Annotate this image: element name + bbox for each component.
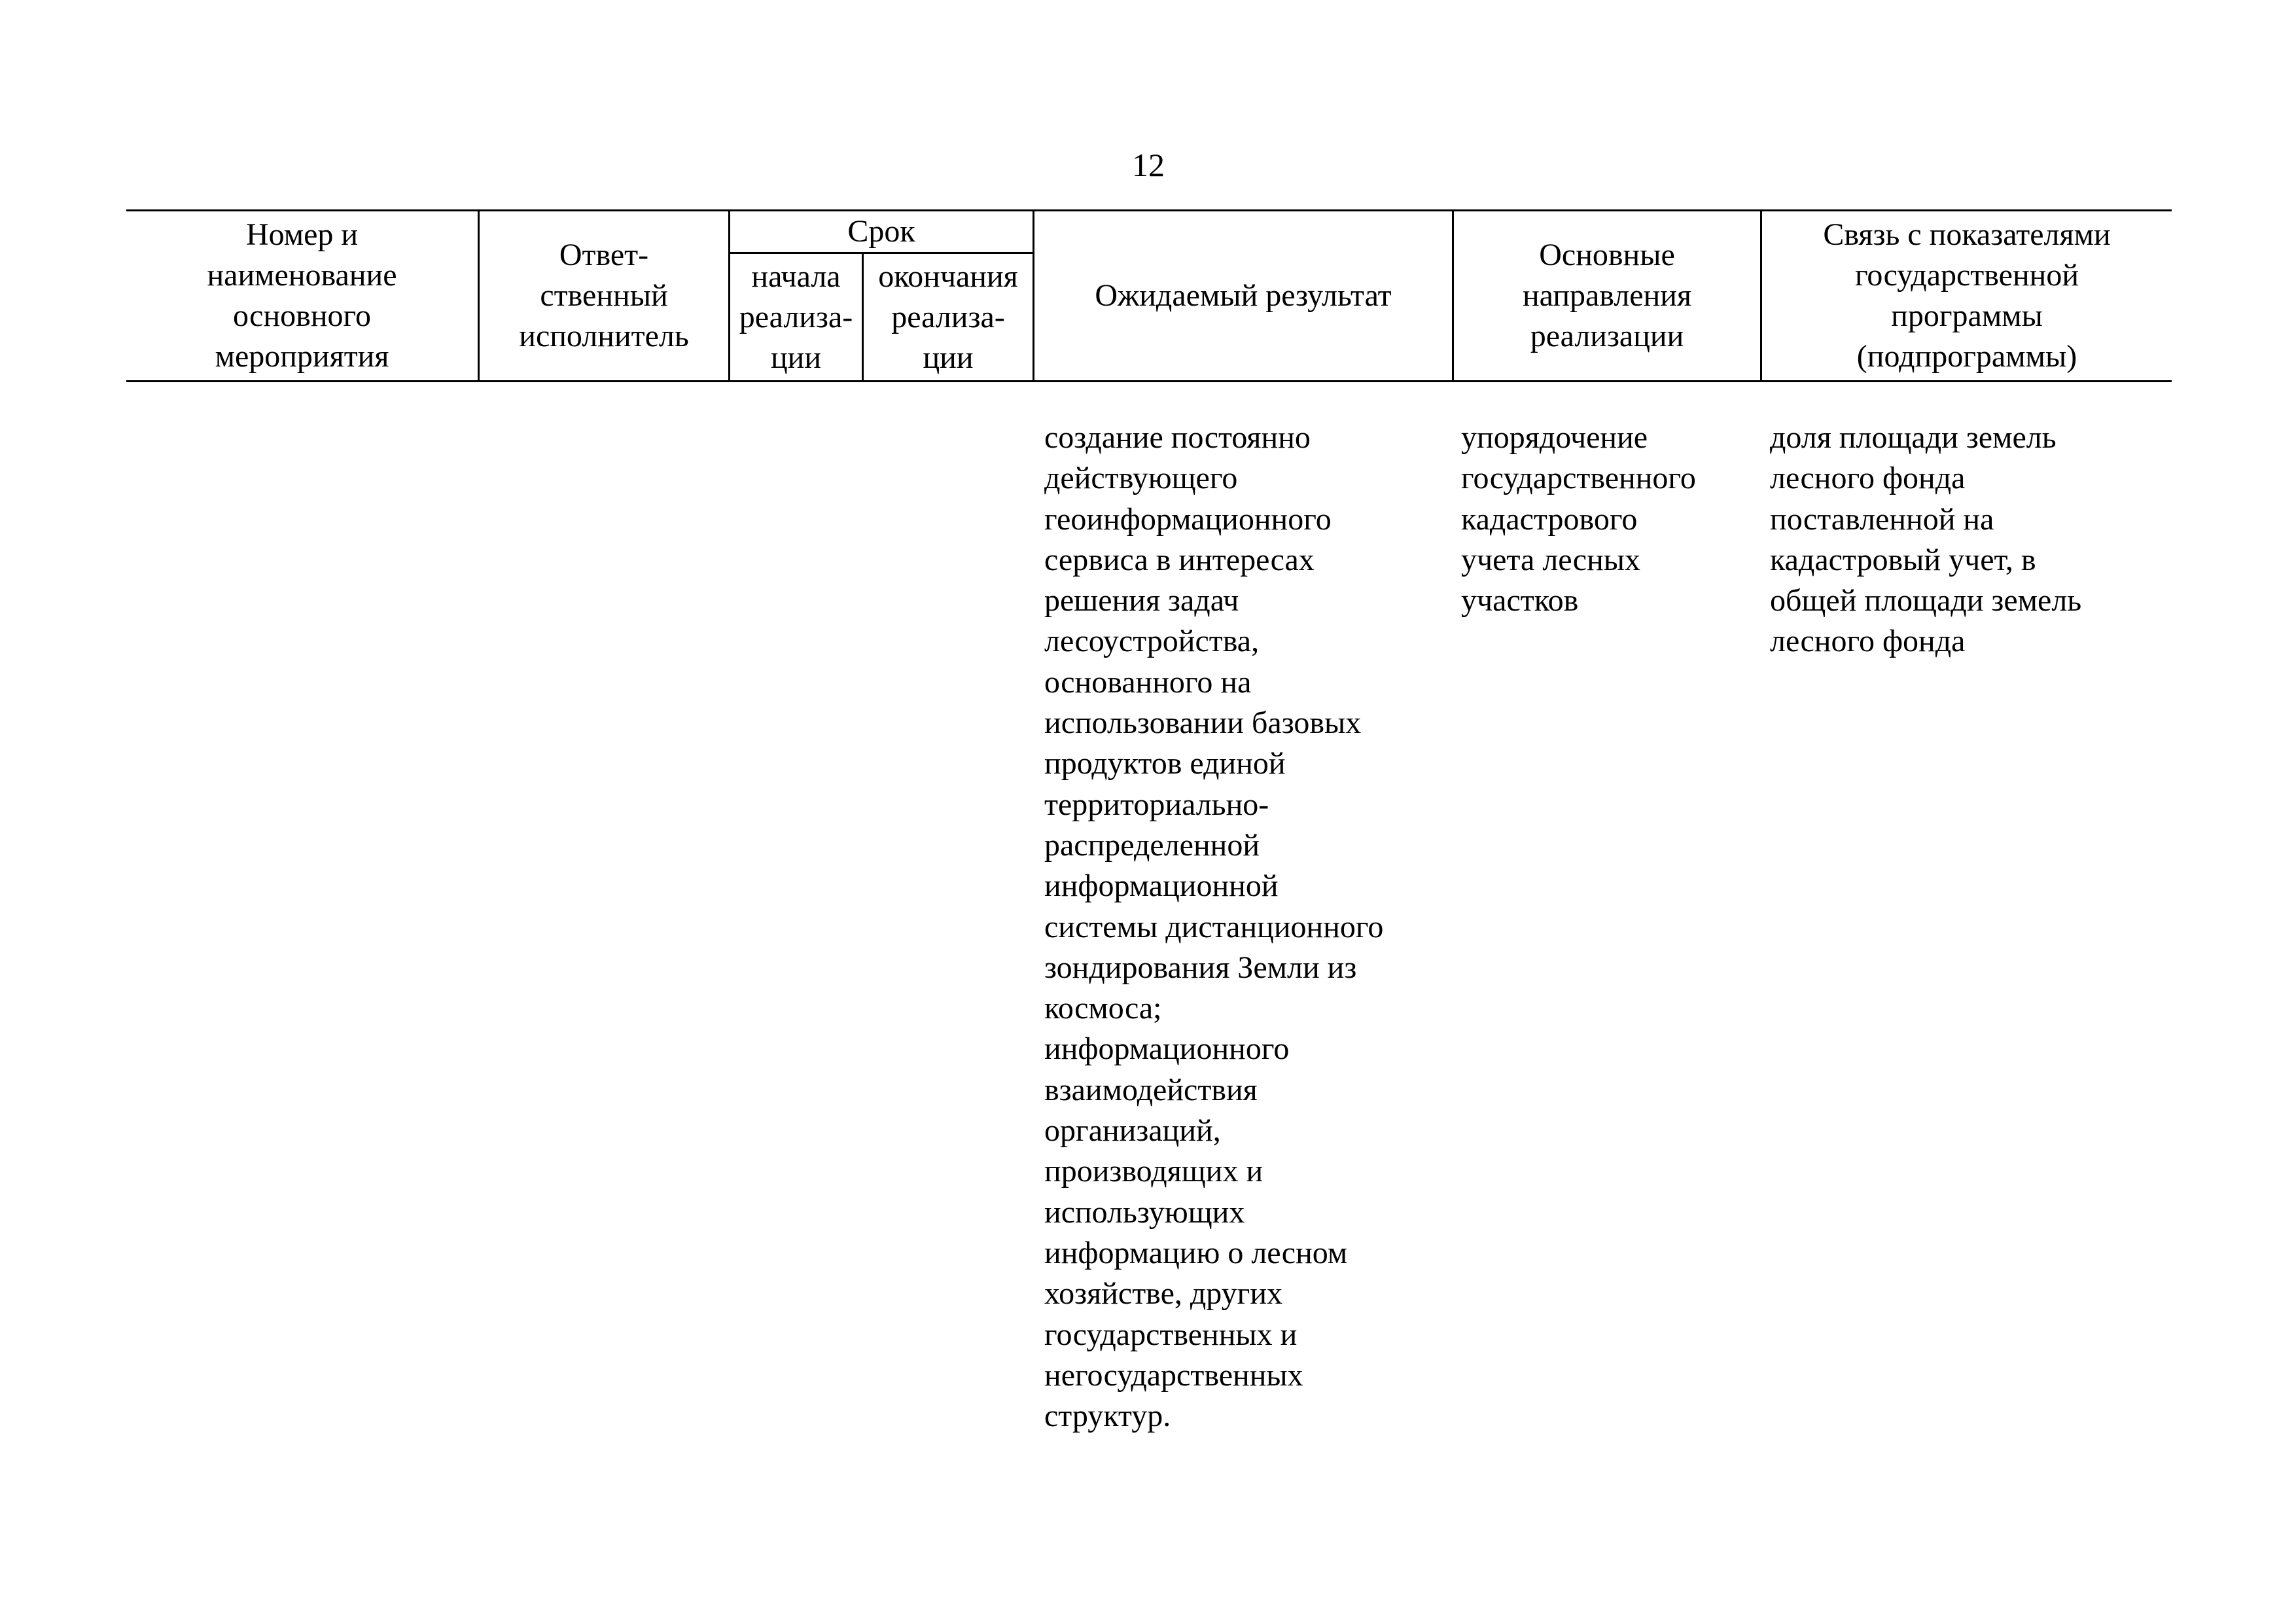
cell-expected-result: создание постоянно действующего геоинформационного сервиса в интересах решения задач лесоустройства, основанного на использовании базовых продуктов единой территориально- распределенной информационной системы дистанционного зондирования Земли из космоса; информационного взаимодействия организаций, производящих и использующих информацию о лесном хозяйстве, других государственных и негосударственных структур. [1044, 420, 1384, 1434]
cell-program-link: доля площади земель лесного фонда поставленной на кадастровый учет, в общей площади земель лесного фонда [1770, 420, 2082, 659]
header-term-end: окончания реализа- ции [878, 259, 1018, 375]
page-number: 12 [1132, 147, 1165, 183]
header-term-start: начала реализа- ции [739, 259, 853, 375]
header-event-name: Номер и наименование основного мероприятия [207, 217, 397, 374]
table-header [126, 209, 2172, 382]
header-expected-result: Ожидаемый результат [1095, 278, 1392, 313]
header-term: Срок [847, 214, 915, 249]
header-responsible: Ответ- ственный исполнитель [519, 238, 689, 353]
header-program-link: Связь с показателями государственной программы (подпрограммы) [1823, 217, 2111, 374]
cell-main-directions: упорядочение государственного кадастрового учета лесных участков [1461, 420, 1696, 618]
header-main-directions: Основные направления реализации [1522, 238, 1692, 353]
